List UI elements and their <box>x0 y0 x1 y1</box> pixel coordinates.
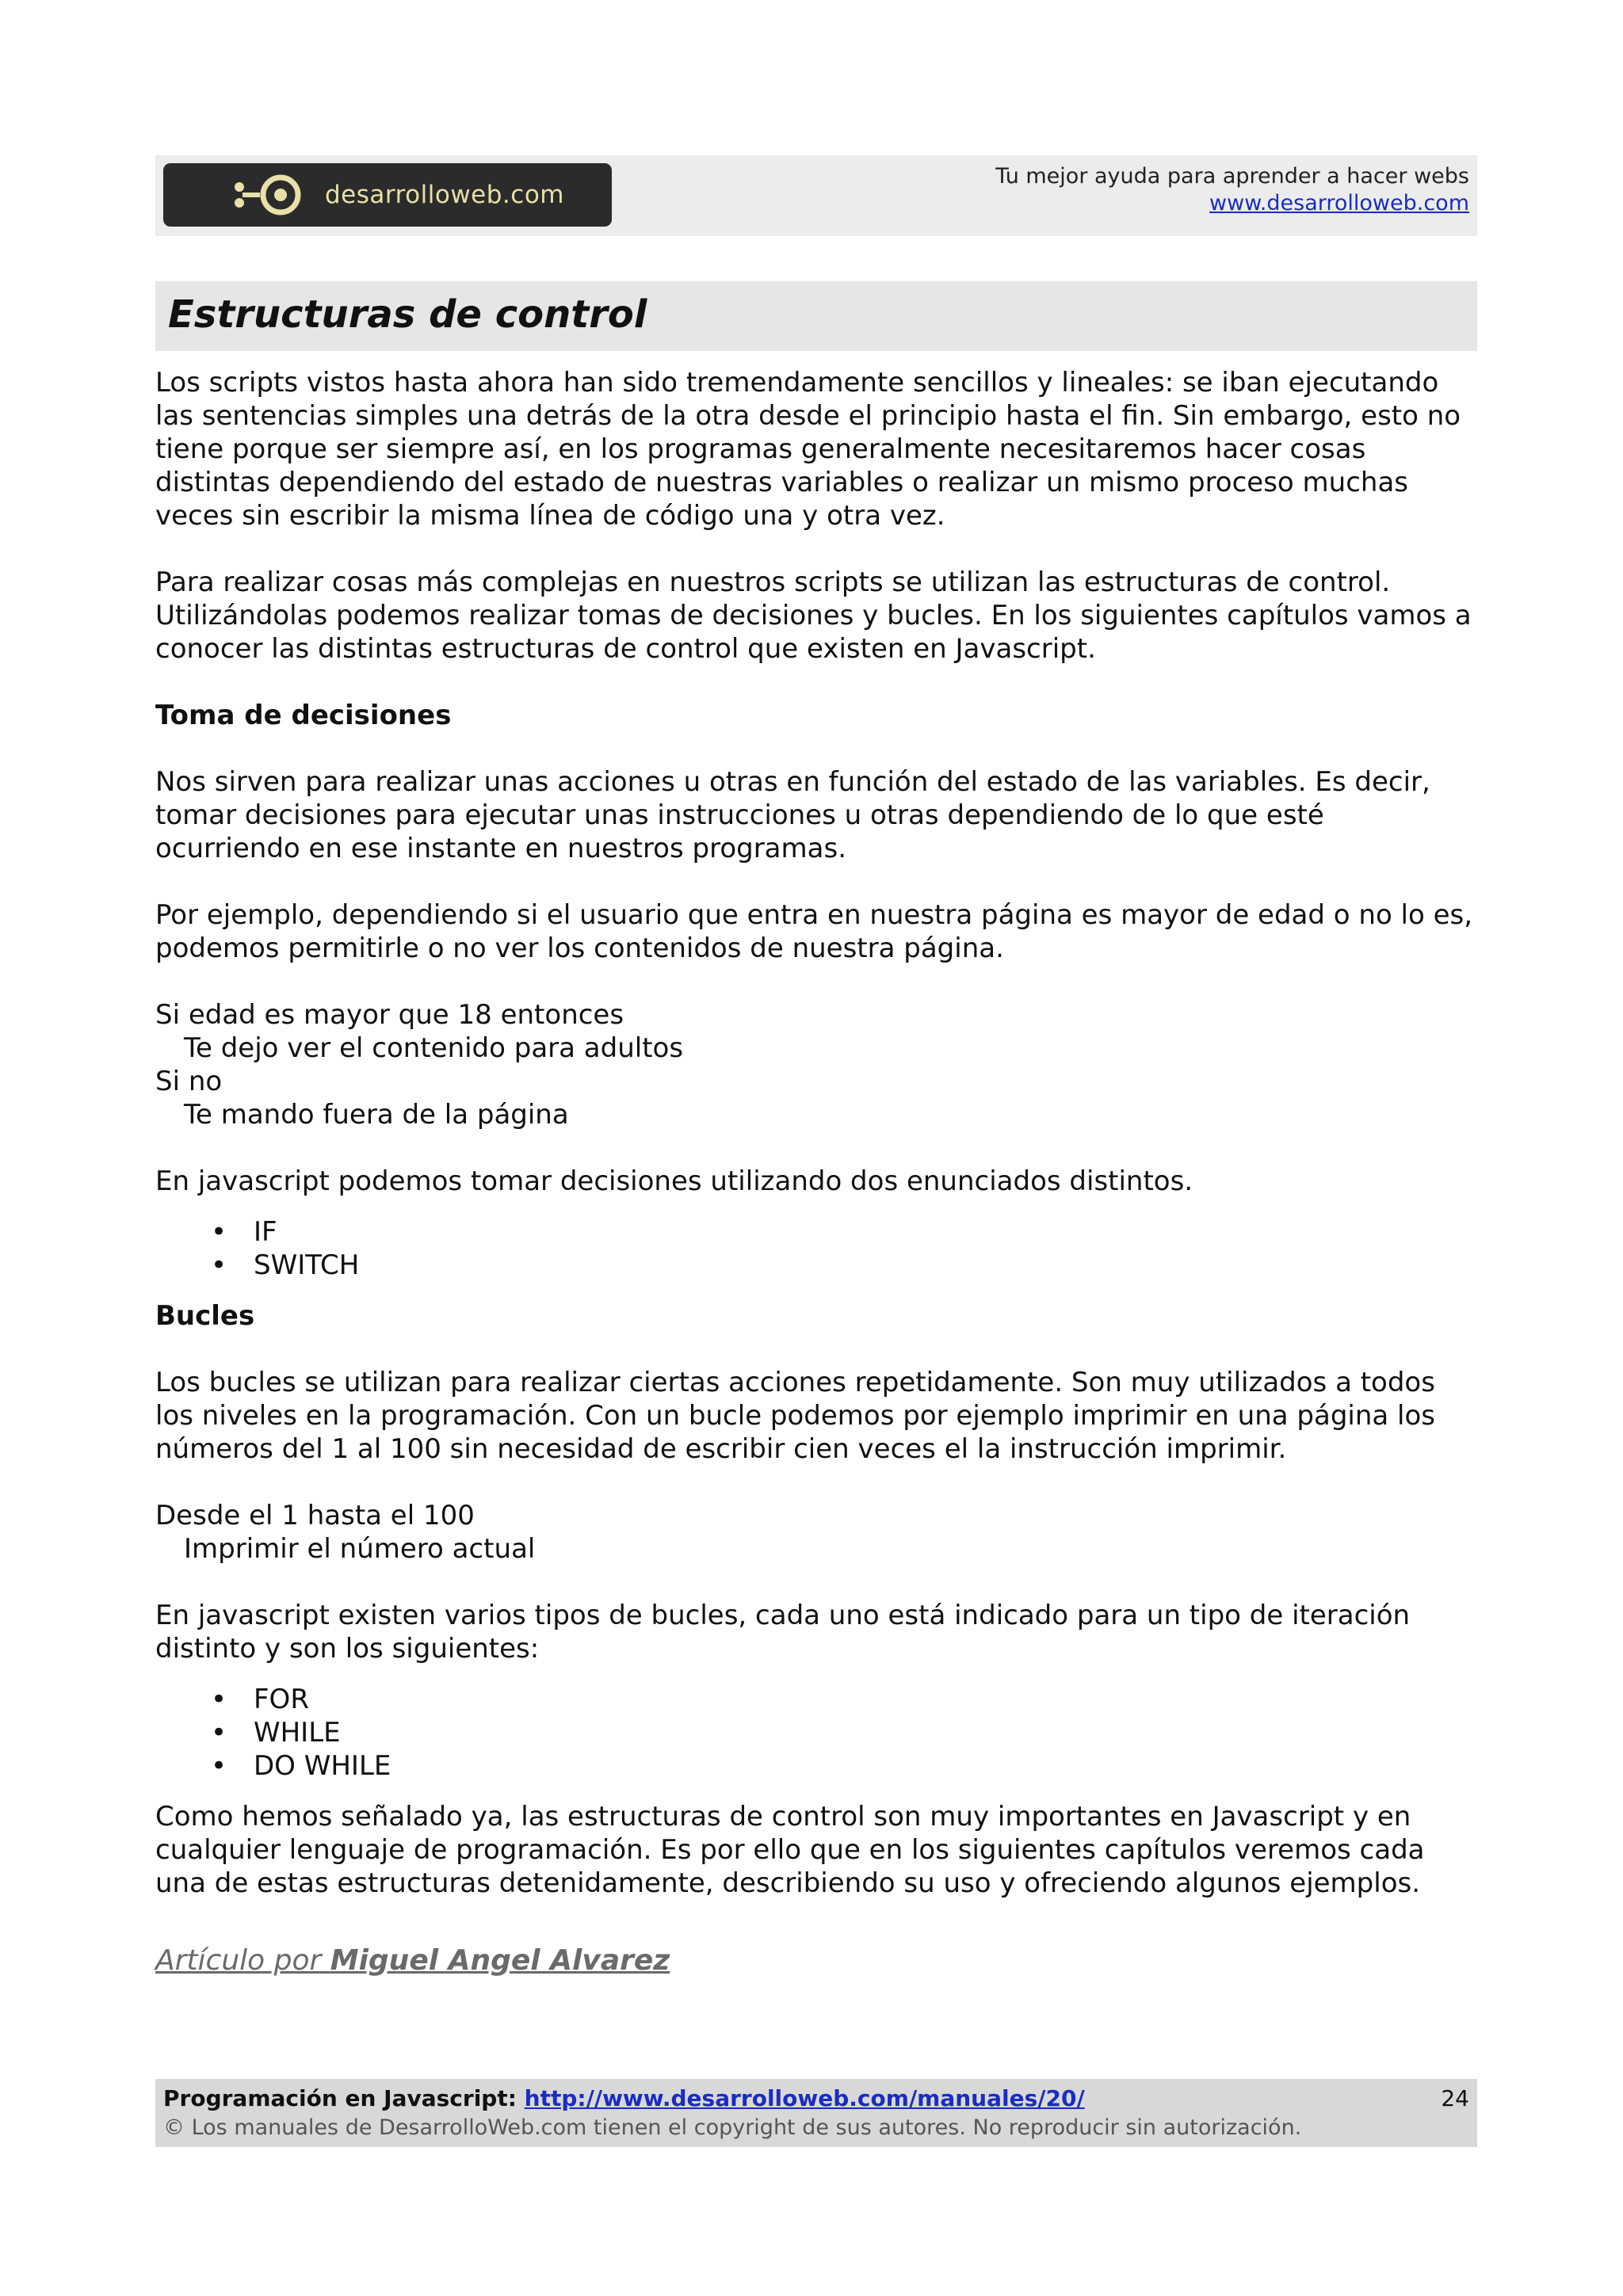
footer-label: Programación en Javascript: <box>163 2085 525 2111</box>
list-item: • IF <box>155 1215 1477 1249</box>
pseudocode-line: Imprimir el número actual <box>184 1533 536 1565</box>
logo-mark-icon <box>231 173 319 217</box>
pseudocode-line: Desde el 1 hasta el 100 <box>155 1500 475 1531</box>
paragraph-conclusion: Como hemos señalado ya, las estructuras de control son muy importantes en Javascript y en cualquier lenguaje de programación. Es por ello que en los siguientes capítulos veremos cada una de estas estructuras detenidamente, describiendo su uso y ofreciendo algunos ejemplos. <box>155 1801 1425 1899</box>
footer-manual-link[interactable]: http://www.desarrolloweb.com/manuales/20/ <box>524 2085 1085 2111</box>
paragraph-example: Por ejemplo, dependiendo si el usuario que entra en nuestra página es mayor de edad o no lo es, podemos permitirle o no ver los contenidos de nuestra página. <box>155 899 1473 964</box>
decision-statements-list <box>155 1215 1477 1282</box>
logo-text: desarrolloweb.com <box>325 181 564 209</box>
author-prefix: Artículo por <box>155 1944 330 1977</box>
header-tagline-block <box>995 163 1469 217</box>
title-band <box>155 281 1477 351</box>
footer-manual-line <box>163 2085 1085 2111</box>
heading-toma-de-decisiones: Toma de decisiones <box>155 700 452 731</box>
paragraph-decisions: Nos sirven para realizar unas acciones u otras en función del estado de las variables. Es decir, tomar decisiones para ejecutar unas instrucciones u otras dependiendo de lo que esté ocurriendo en ese instante en nuestros programas. <box>155 766 1430 864</box>
paragraph-statements: En javascript podemos tomar decisiones utilizando dos enunciados distintos. <box>155 1165 1193 1197</box>
page-footer <box>155 2079 1477 2147</box>
site-logo[interactable] <box>163 163 612 227</box>
pseudocode-line: Te mando fuera de la página <box>184 1099 569 1131</box>
pseudocode-line: Si no <box>155 1066 223 1097</box>
pseudocode-line: Si edad es mayor que 18 entonces <box>155 999 624 1031</box>
paragraph-loop-types: En javascript existen varios tipos de bucles, cada uno está indicado para un tipo de iteración distinto y son los siguientes: <box>155 1600 1411 1665</box>
pseudocode-line: Te dejo ver el contenido para adultos <box>184 1032 684 1064</box>
list-item: • DO WHILE <box>155 1749 1477 1783</box>
paragraph-control-structures: Para realizar cosas más complejas en nuestros scripts se utilizan las estructuras de control. Utilizándolas podemos realizar tomas de decisiones y bucles. En los siguientes capítulos vamos a conocer las distintas estructuras de control que existen en Javascript. <box>155 566 1472 665</box>
tagline: Tu mejor ayuda para aprender a hacer webs <box>995 164 1469 189</box>
list-item: • FOR <box>155 1683 1477 1716</box>
author-link[interactable] <box>155 1944 1477 1978</box>
site-link[interactable]: www.desarrolloweb.com <box>1209 191 1469 215</box>
page-header <box>155 155 1477 236</box>
list-item: • SWITCH <box>155 1249 1477 1282</box>
article-body <box>155 366 1477 1978</box>
loop-types-list <box>155 1683 1477 1783</box>
author-name[interactable]: Miguel Angel Alvarez <box>330 1944 670 1977</box>
footer-copyright: © Los manuales de DesarrolloWeb.com tienen el copyright de sus autores. No reproducir sin autorización. <box>163 2115 1302 2140</box>
page-number: 24 <box>1441 2085 1469 2111</box>
paragraph-loops: Los bucles se utilizan para realizar ciertas acciones repetidamente. Son muy utilizados a todos los niveles en la programación. Con un bucle podemos por ejemplo imprimir en una página los números del 1 al 100 sin necesidad de escribir cien veces el la instrucción imprimir. <box>155 1367 1435 1465</box>
page-title: Estructuras de control <box>168 292 647 337</box>
list-item: • WHILE <box>155 1716 1477 1749</box>
paragraph-intro: Los scripts vistos hasta ahora han sido tremendamente sencillos y lineales: se iban ejecutando las sentencias simples una detrás de la otra desde el principio hasta el fin. Sin embargo, esto no tiene porque ser siempre así, en los programas generalmente necesitaremos hacer cosas distintas dependiendo del estado de nuestras variables o realizar un mismo proceso muchas veces sin escribir la misma línea de código una y otra vez. <box>155 367 1461 532</box>
heading-bucles: Bucles <box>155 1300 255 1332</box>
